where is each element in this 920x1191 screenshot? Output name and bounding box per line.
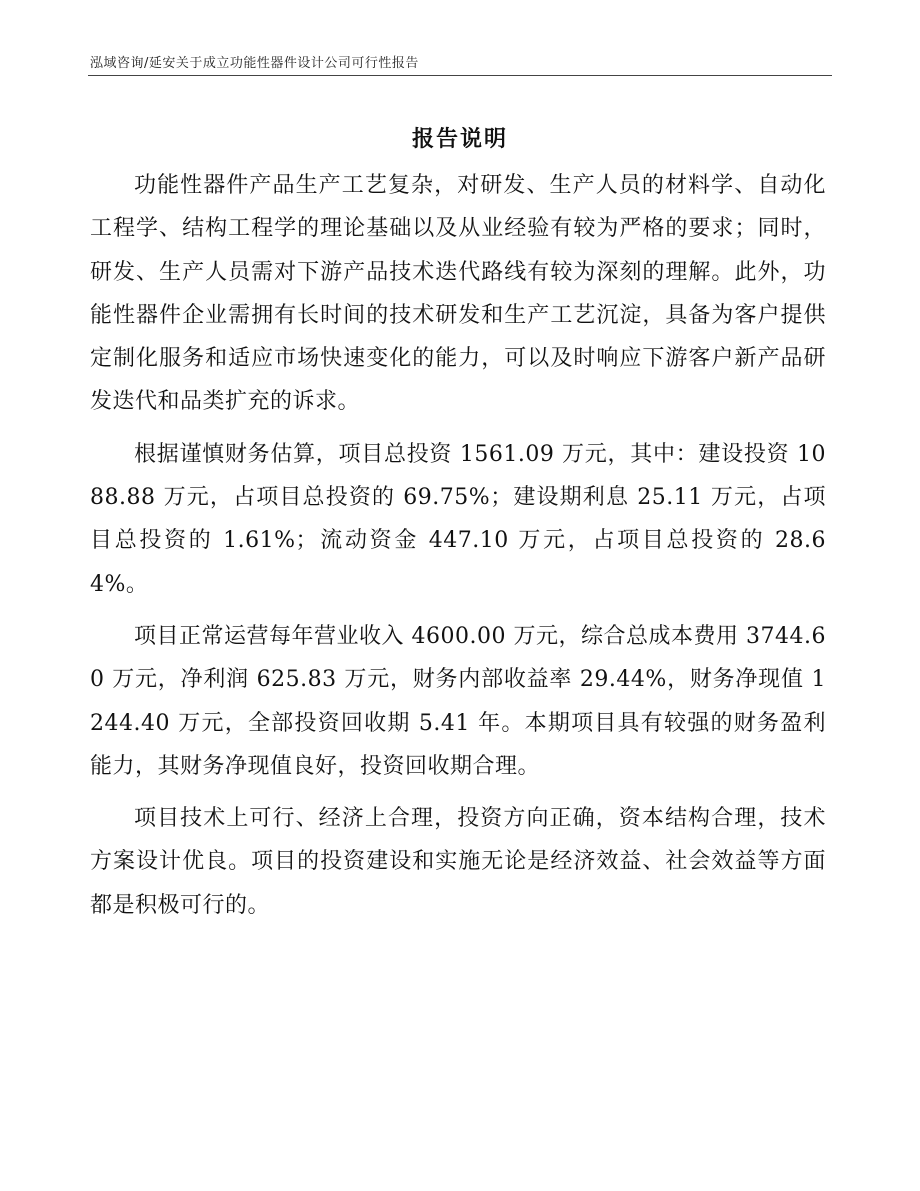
paragraph-feasibility-conclusion: 项目技术上可行、经济上合理，投资方向正确，资本结构合理，技术方案设计优良。项目的投资建设和实施无论是经济效益、社会效益等方面都是积极可行的。 [90, 806, 826, 918]
paragraph-process-complexity: 功能性器件产品生产工艺复杂，对研发、生产人员的材料学、自动化工程学、结构工程学的理论基础以及从业经验有较为严格的要求；同时，研发、生产人员需对下游产品技术迭代路线有较为深刻的理解。此外，功能性器件企业需拥有长时间的技术研发和生产工艺沉淀，具备为客户提供定制化服务和适应市场快速变化的能力，可以及时响应下游客户新产品研发迭代和品类扩充的诉求。 [90, 173, 826, 415]
paragraph-investment-estimate: 根据谨慎财务估算，项目总投资 1561.09 万元，其中：建设投资 1088.88 万元，占项目总投资的 69.75%；建设期利息 25.11 万元，占项目总投资的 1.61%；流动资金 447.10 万元，占项目总投资的 28.64%。 [90, 441, 826, 597]
header-divider [88, 75, 832, 76]
running-header: 泓域咨询/延安关于成立功能性器件设计公司可行性报告 [90, 56, 419, 71]
paragraph-operating-returns: 项目正常运营每年营业收入 4600.00 万元，综合总成本费用 3744.60 万元，净利润 625.83 万元，财务内部收益率 29.44%，财务净现值 1244.40 万元，全部投资回收期 5.41 年。本期项目具有较强的财务盈利能力，其财务净现值良好，投资回收期合理。 [90, 623, 826, 779]
page-title: 报告说明 [411, 127, 508, 152]
report-body [90, 164, 826, 936]
